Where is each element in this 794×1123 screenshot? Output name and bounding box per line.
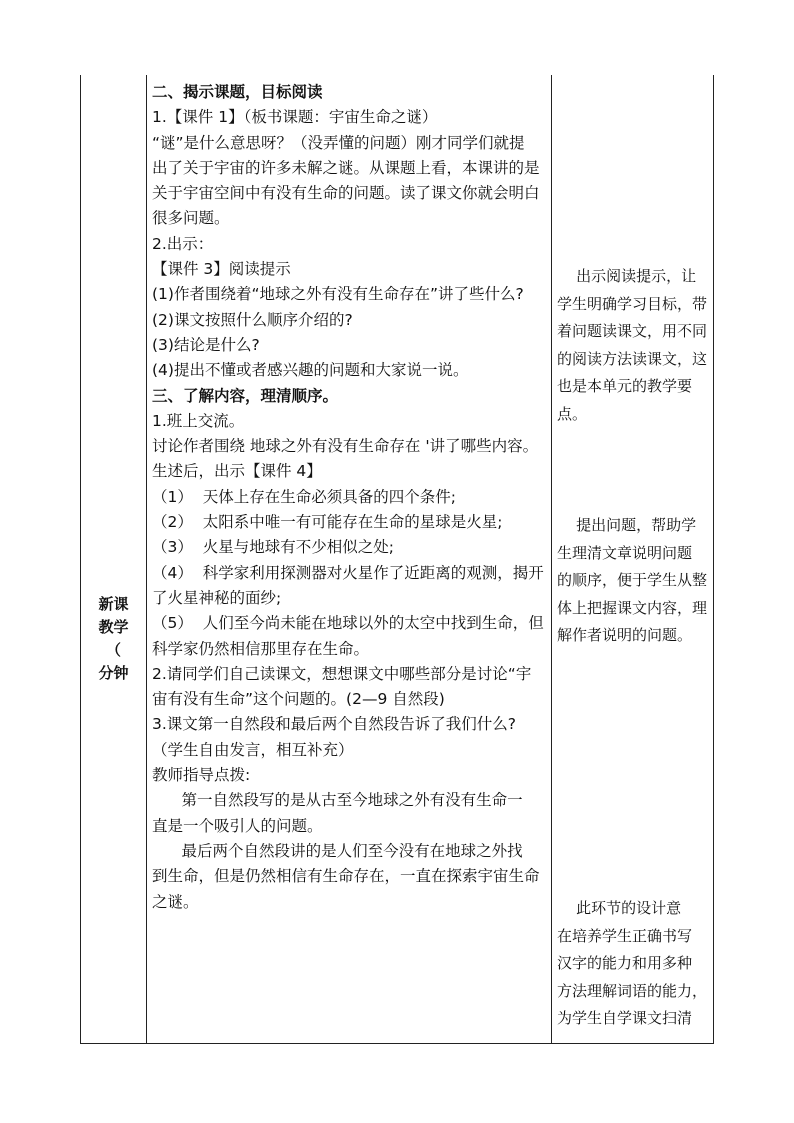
content-line: 1.班上交流。: [152, 411, 245, 430]
content-line: 教师指导点拨:: [152, 766, 251, 785]
teaching-content-cell: [152, 80, 550, 915]
design-note-line: 学生明确学习目标，带: [557, 294, 708, 313]
content-line: 很多问题。: [152, 209, 230, 228]
design-note-line: 提出问题，帮助学: [557, 516, 697, 534]
content-line: 之谜。: [152, 892, 199, 911]
section-heading: 三、了解内容，理清顺序。: [152, 386, 339, 405]
section-label-line: 分钟: [98, 664, 129, 682]
design-note-sequence: [557, 512, 709, 650]
content-line: 生述后，出示【课件 4】: [152, 462, 322, 481]
content-line: 第一自然段写的是从古至今地球之外有没有生命一: [152, 791, 523, 810]
design-note-line: 的阅读方法读课文，这: [557, 349, 708, 368]
content-line: 1.【课件 1】（板书课题：宇宙生命之谜）: [152, 108, 438, 127]
design-note-reading-tips: [557, 263, 709, 428]
section-label-line: （: [105, 641, 121, 659]
design-note-line: 在培养学生正确书写: [557, 926, 693, 945]
design-note-line: 解作者说明的问题。: [557, 626, 693, 644]
design-note-line: 的顺序，便于学生从整: [557, 571, 708, 589]
content-line: 3.课文第一自然段和最后两个自然段告诉了我们什么?: [152, 715, 517, 734]
content-line: 宙有没有生命”这个问题的。(2—9 自然段): [152, 690, 445, 709]
design-note-line: 体上把握课文内容，理: [557, 598, 708, 617]
content-line: （3） 火星与地球有不少相似之处;: [152, 538, 394, 557]
section-label-line: 教学: [98, 618, 129, 636]
content-line: (3)结论是什么?: [152, 335, 260, 354]
content-line: 出了关于宇宙的许多未解之谜。从课题上看，本课讲的是: [152, 158, 540, 177]
content-line: （学生自由发言，相互补充）: [152, 740, 354, 759]
design-note-line: 生理清文章说明问题: [557, 543, 693, 562]
content-line: 【课件 3】阅读提示: [152, 260, 291, 279]
content-line: (2)课文按照什么顺序介绍的?: [152, 310, 353, 329]
section-label: [81, 593, 146, 685]
design-note-line: 也是本单元的教学要: [557, 377, 693, 395]
table-border-right: [713, 75, 714, 1044]
section-label-cell: [81, 75, 146, 1043]
content-line: 关于宇宙空间中有没有生命的问题。读了课文你就会明白: [152, 184, 540, 203]
content-line: (4)提出不懂或者感兴趣的问题和大家说一说。: [152, 361, 469, 380]
design-note-line: 点。: [557, 404, 588, 423]
content-line: “谜”是什么意思呀？（没弄懂的问题）刚才同学们就提: [152, 133, 525, 152]
content-line: （4） 科学家利用探测器对火星作了近距离的观测，揭开: [152, 563, 544, 582]
table-border-col1: [146, 75, 147, 1044]
design-note-writing: [557, 895, 709, 1033]
table-border-col2: [551, 75, 552, 1044]
content-line: 2.请同学们自己读课文，想想课文中哪些部分是讨论“宇: [152, 664, 532, 683]
table-border-bottom: [80, 1043, 713, 1044]
design-note-line: 此环节的设计意: [557, 899, 682, 917]
design-note-line: 汉字的能力和用多种: [557, 954, 693, 972]
content-line: 讨论作者围绕 地球之外有没有生命存在 '讲了哪些内容。: [152, 437, 539, 456]
content-line: （1） 天体上存在生命必须具备的四个条件;: [152, 487, 456, 506]
design-note-line: 出示阅读提示，让: [557, 267, 697, 285]
content-line: (1)作者围绕着“地球之外有没有生命存在”讲了些什么?: [152, 285, 524, 304]
content-line: 到生命，但是仍然相信有生命存在，一直在探索宇宙生命: [152, 867, 540, 886]
content-line: 了火星神秘的面纱;: [152, 588, 282, 607]
content-line: （5） 人们至今尚未能在地球以外的太空中找到生命，但: [152, 614, 544, 633]
content-line: 直是一个吸引人的问题。: [152, 816, 323, 835]
content-line: 科学家仍然相信那里存在生命。: [152, 639, 370, 658]
design-note-line: 着问题读课文，用不同: [557, 322, 708, 340]
content-line: 2.出示：: [152, 234, 214, 253]
design-note-line: 方法理解词语的能力，: [557, 981, 708, 1000]
content-line: （2） 太阳系中唯一有可能存在生命的星球是火星;: [152, 513, 503, 532]
content-line: 最后两个自然段讲的是人们至今没有在地球之外找: [152, 841, 523, 860]
section-heading: 二、揭示课题，目标阅读: [152, 83, 323, 101]
section-label-line: 新课: [98, 595, 129, 613]
design-note-line: 为学生自学课文扫清: [557, 1009, 693, 1027]
